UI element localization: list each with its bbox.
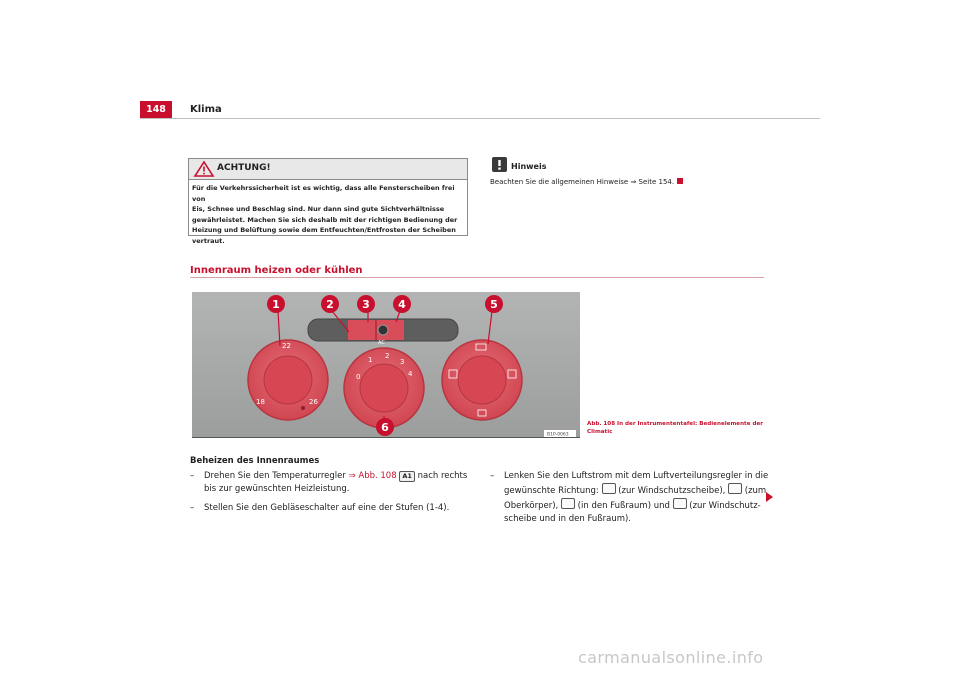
footwell-icon [561, 498, 575, 509]
temp-mark: 26 [309, 398, 318, 406]
warning-box [188, 158, 468, 245]
note-title: Hinweis [511, 162, 547, 171]
warning-line: Heizung und Belüftung sowie dem Entfeuchten/Entfrosten der Scheiben [192, 226, 456, 235]
bullet-fan [190, 502, 480, 515]
svg-text:6: 6 [381, 421, 389, 434]
bullet3-text: (zum [742, 486, 767, 496]
next-page-arrow-icon[interactable] [766, 492, 773, 502]
callout-key-a1: A1 [399, 471, 415, 482]
callout-6 [376, 418, 394, 436]
ac-label: AC [378, 340, 385, 346]
note-icon [492, 157, 507, 172]
climate-panel-figure [192, 292, 580, 438]
note-text [490, 178, 683, 186]
warning-text [192, 183, 464, 247]
bullet3-text: (in den Fußraum) und [574, 501, 673, 511]
svg-text:3: 3 [362, 298, 370, 311]
bullet3-text: (zur Windschutz- [686, 501, 761, 511]
fan-mark: 2 [385, 352, 390, 360]
temperature-knob [248, 340, 328, 420]
temp-mark: 22 [282, 342, 291, 350]
bullet1-text-cont: nach rechts [414, 471, 468, 481]
bullet-temperature [190, 470, 480, 496]
callout-3 [357, 295, 375, 313]
callout-4 [393, 295, 411, 313]
warning-line: vertraut. [192, 236, 225, 245]
bullet3-text: gewünschte Richtung: [504, 486, 602, 496]
bullet3-line: scheibe und in den Fußraum). [504, 514, 631, 524]
bullet1-text: Drehen Sie den Temperaturregler [204, 471, 349, 481]
air-distribution-knob [442, 340, 522, 420]
warning-line: gewährleistet. Machen Sie sich deshalb mit der richtigen Bedienung der [192, 215, 458, 224]
svg-text:1: 1 [272, 298, 280, 311]
note-text-content: Beachten Sie die allgemeinen Hinweise ⇒ Seite 154. [490, 178, 675, 186]
ac-indicator [378, 325, 388, 335]
windscreen-footwell-icon [673, 498, 687, 509]
callout-5 [485, 295, 503, 313]
bullet3-text: Oberkörper), [504, 501, 561, 511]
callout-1 [267, 295, 285, 313]
bullet2-text: Stellen Sie den Gebläseschalter auf eine der Stufen (1-4). [204, 503, 450, 513]
warning-header [189, 159, 467, 180]
svg-text:4: 4 [398, 298, 406, 311]
header-rule [140, 118, 820, 119]
svg-text:5: 5 [490, 298, 498, 311]
bullet-dash: – [190, 503, 195, 513]
fan-mark: 4 [408, 370, 413, 378]
fan-mark: 1 [368, 356, 373, 364]
page-number: 148 [140, 101, 172, 118]
warning-line: Eis, Schnee und Beschlag sind. Nur dann sind gute Sichtverhältnisse [192, 205, 445, 214]
bullet-dash: – [490, 471, 495, 481]
watermark: carmanualsonline.info [578, 648, 764, 667]
running-title: Klima [190, 104, 222, 115]
temp-mark: 18 [256, 398, 265, 406]
callout-2 [321, 295, 339, 313]
fan-mark: 3 [400, 358, 405, 366]
bullet-air-distribution [490, 470, 770, 526]
image-code: B1P-0063 [547, 432, 569, 438]
upper-body-icon [728, 483, 742, 494]
warning-triangle-icon [193, 160, 215, 178]
end-marker [677, 178, 683, 184]
windscreen-icon [602, 483, 616, 494]
fan-mark: 0 [356, 373, 361, 381]
subsection-title: Beheizen des Innenraumes [190, 456, 320, 466]
caption-line: Climatic [587, 429, 613, 435]
bullet3-text: (zur Windschutzscheibe), [615, 486, 729, 496]
bullet1-text-end: bis zur gewünschten Heizleistung. [204, 484, 350, 494]
caption-line: Abb. 108 In der Instrumententafel: Bedienelemente der [587, 421, 764, 427]
warning-line: Für die Verkehrssicherheit ist es wichtig, dass alle Fensterscheiben frei von [192, 184, 455, 203]
section-rule [190, 277, 764, 278]
bullet3-line: Lenken Sie den Luftstrom mit dem Luftverteilungsregler in die [504, 471, 769, 481]
bullet-dash: – [190, 471, 195, 481]
figure-caption [587, 420, 767, 436]
figure-reference-link[interactable]: ⇒ Abb. 108 [348, 471, 397, 481]
warning-title: ACHTUNG! [217, 163, 271, 173]
svg-text:2: 2 [326, 298, 334, 311]
section-title: Innenraum heizen oder kühlen [190, 265, 363, 276]
